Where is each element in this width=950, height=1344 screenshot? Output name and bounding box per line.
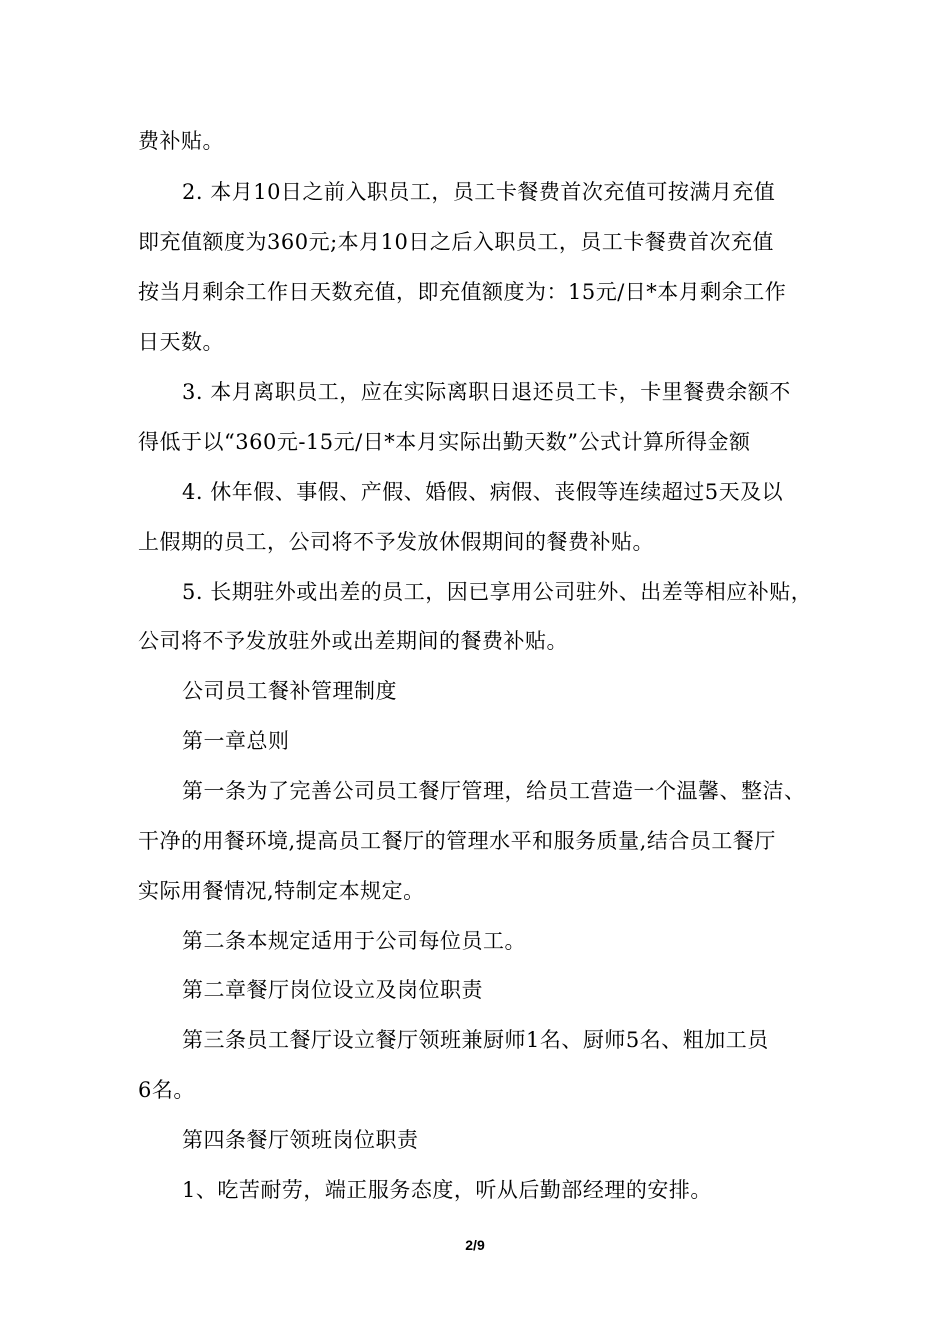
section-title: 公司员工餐补管理制度 (182, 679, 397, 703)
text-line-10: 5. 长期驻外或出差的员工，因已享用公司驻外、出差等相应补贴， (182, 580, 813, 604)
text-line-2: 2. 本月10日之前入职员工，员工卡餐费首次充值可按满月充值 (182, 180, 776, 204)
text-line-5: 日天数。 (138, 330, 224, 354)
text-line-1: 费补贴。 (138, 129, 224, 153)
text-line-19: 第三条员工餐厅设立餐厅领班兼厨师1名、厨师5名、粗加工员 (182, 1028, 769, 1052)
chapter-heading-2: 第二章餐厅岗位设立及岗位职责 (182, 978, 483, 1002)
chapter-heading-1: 第一章总则 (182, 729, 290, 753)
text-line-7: 得低于以“360元-15元/日*本月实际出勤天数”公式计算所得金额 (138, 430, 751, 454)
text-line-6: 3. 本月离职员工，应在实际离职日退还员工卡，卡里餐费余额不 (182, 380, 791, 404)
text-line-11: 公司将不予发放驻外或出差期间的餐费补贴。 (138, 629, 568, 653)
page-number: 2/9 (465, 1237, 485, 1253)
text-line-21: 第四条餐厅领班岗位职责 (182, 1128, 419, 1152)
text-line-22: 1、吃苦耐劳，端正服务态度，听从后勤部经理的安排。 (182, 1178, 712, 1202)
text-line-14: 第一条为了完善公司员工餐厅管理，给员工营造一个温馨、整洁、 (182, 779, 806, 803)
text-line-17: 第二条本规定适用于公司每位员工。 (182, 929, 526, 953)
text-line-15: 干净的用餐环境,提高员工餐厅的管理水平和服务质量,结合员工餐厅 (138, 829, 776, 853)
text-line-8: 4. 休年假、事假、产假、婚假、病假、丧假等连续超过5天及以 (182, 480, 784, 504)
text-line-3: 即充值额度为360元;本月10日之后入职员工，员工卡餐费首次充值 (138, 230, 774, 254)
text-line-20: 6名。 (138, 1078, 195, 1102)
text-line-16: 实际用餐情况,特制定本规定。 (138, 879, 425, 903)
text-line-4: 按当月剩余工作日天数充值，即充值额度为：15元/日*本月剩余工作 (138, 280, 787, 304)
text-line-9: 上假期的员工，公司将不予发放休假期间的餐费补贴。 (138, 530, 654, 554)
